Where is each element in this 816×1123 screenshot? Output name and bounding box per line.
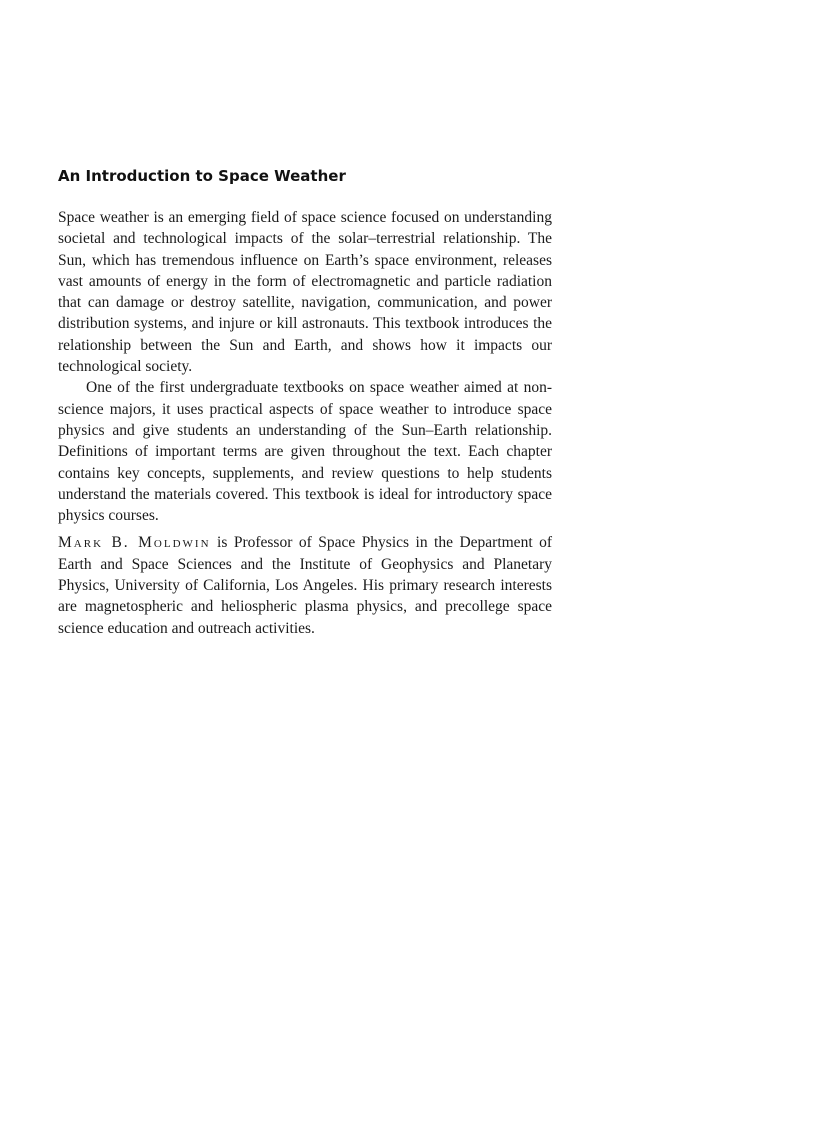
description-paragraph-1: Space weather is an emerging field of space science focused on understanding societal and technological impacts of the solar–terrestrial relationship. The Sun, which has tremendous influence on Earth’s space environment, releases vast amounts of energy in the form of electromagnetic and particle radiation that can damage or destroy satellite, navigation, communication, and power distribution systems, and injure or kill astronauts. This textbook introduces the relationship between the Sun and Earth, and shows how it impacts our technological society. xyxy=(58,209,552,376)
book-title-heading: An Introduction to Space Weather xyxy=(58,167,346,185)
description-body xyxy=(58,207,552,639)
description-paragraph-2: One of the first undergraduate textbooks on space weather aimed at non-science majors, it uses practical aspects of space weather to introduce space physics and give students an understanding of the Sun–Earth relationship. Definitions of important terms are given throughout the text. Each chapter contains key concepts, supplements, and review questions to help students understand the materials covered. This textbook is ideal for introductory space physics courses. xyxy=(58,379,552,525)
author-name: Mark B. Moldwin xyxy=(58,534,211,552)
author-bio-text: is Professor of Space Physics in the Department of Earth and Space Sciences and the Institute of Geophysics and Planetary Physics, University of California, Los Angeles. His primary research interests are magnetospheric and heliospheric plasma physics, and precollege space science education and outreach activities. xyxy=(58,534,552,637)
author-bio xyxy=(58,532,552,638)
